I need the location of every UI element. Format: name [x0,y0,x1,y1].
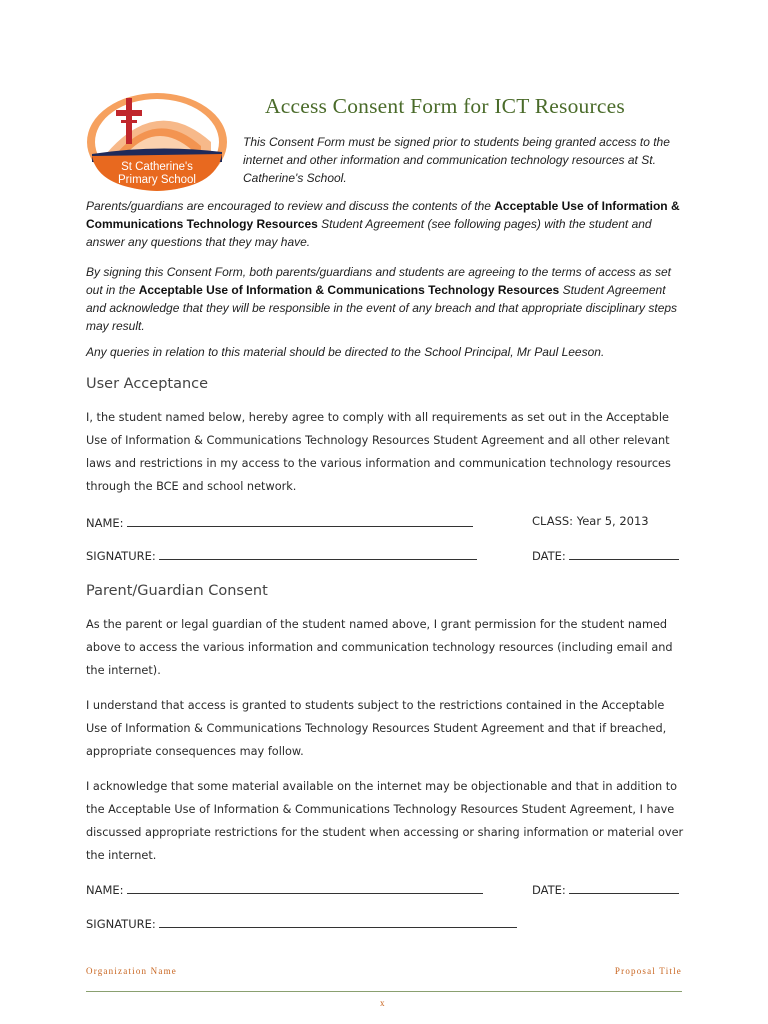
signing-paragraph [86,263,686,335]
parent-name-line[interactable] [127,881,483,894]
student-signature-line[interactable] [159,547,477,560]
review-text-pre: Parents/guardians are encouraged to review and discuss the contents of the [86,199,491,213]
parent-name-field[interactable] [86,881,483,897]
student-date-label: DATE: [532,549,566,563]
parent-date-line[interactable] [569,881,679,894]
review-paragraph [86,197,686,251]
signing-text-post: Student Agreement and acknowledge that they will be responsible in the event of any breach and that appropriate disciplinary steps may result. [86,283,678,333]
parent-consent-body1: As the parent or legal guardian of the student named above, I grant permission for the student named above to access the various information and communication technology resources (including email and the internet). [86,618,673,677]
parent-date-label: DATE: [532,883,566,897]
parent-signature-line[interactable] [159,915,517,928]
page-number: x [380,998,385,1008]
parent-signature-field[interactable] [86,915,517,931]
signing-text-pre: By signing this Consent Form, both parents/guardians and students are agreeing to the terms of access as set out in the [86,265,671,297]
review-text-bold: Acceptable Use of Information & Communications Technology Resources [86,199,680,231]
logo-line2: Primary School [118,174,196,186]
class-label: CLASS: Year 5, 2013 [532,514,649,528]
parent-signature-label: SIGNATURE: [86,917,156,931]
user-acceptance-body: I, the student named below, hereby agree to comply with all requirements as set out in the Acceptable Use of Information & Communications Technology Resources Student Agreement and all other relevant laws and restrictions in my access to the various information and communication technology resources through the BCE and school network. [86,411,671,493]
intro-paragraph: This Consent Form must be signed prior to students being granted access to the internet and other information and communication technology resources at St. Catherine's School. [243,135,670,185]
parent-consent-body3: I acknowledge that some material available on the internet may be objectionable and that in addition to the Acceptable Use of Information & Communications Technology Resources Student Agreement, I have discussed appropriate restrictions for the student when accessing or sharing information or material over the internet. [86,780,684,862]
parent-consent-heading: Parent/Guardian Consent [86,583,268,599]
queries-paragraph: Any queries in relation to this material should be directed to the School Principal, Mr Paul Leeson. [86,345,605,359]
school-logo [86,92,228,192]
parent-consent-body2: I understand that access is granted to students subject to the restrictions contained in the Acceptable Use of Information & Communications Technology Resources Student Agreement and that if breached, appropriate consequences may follow. [86,699,667,758]
student-name-field[interactable] [86,514,473,530]
parent-name-label: NAME: [86,883,124,897]
user-acceptance-heading: User Acceptance [86,376,209,392]
student-date-field[interactable] [532,547,679,563]
student-signature-label: SIGNATURE: [86,549,156,563]
student-name-line[interactable] [127,514,473,527]
footer-organization: Organization Name [86,966,177,976]
signing-text-bold: Acceptable Use of Information & Communications Technology Resources [138,283,560,297]
student-signature-field[interactable] [86,547,477,563]
footer-divider [86,991,682,992]
logo-line1: St Catherine's [121,161,193,173]
parent-date-field[interactable] [532,881,679,897]
student-date-line[interactable] [569,547,679,560]
review-text-post: Student Agreement (see following pages) with the student and answer any questions that they may have. [86,217,652,249]
footer-proposal-title: Proposal Title [614,966,682,976]
student-name-label: NAME: [86,516,124,530]
page-title: Access Consent Form for ICT Resources [265,94,625,118]
